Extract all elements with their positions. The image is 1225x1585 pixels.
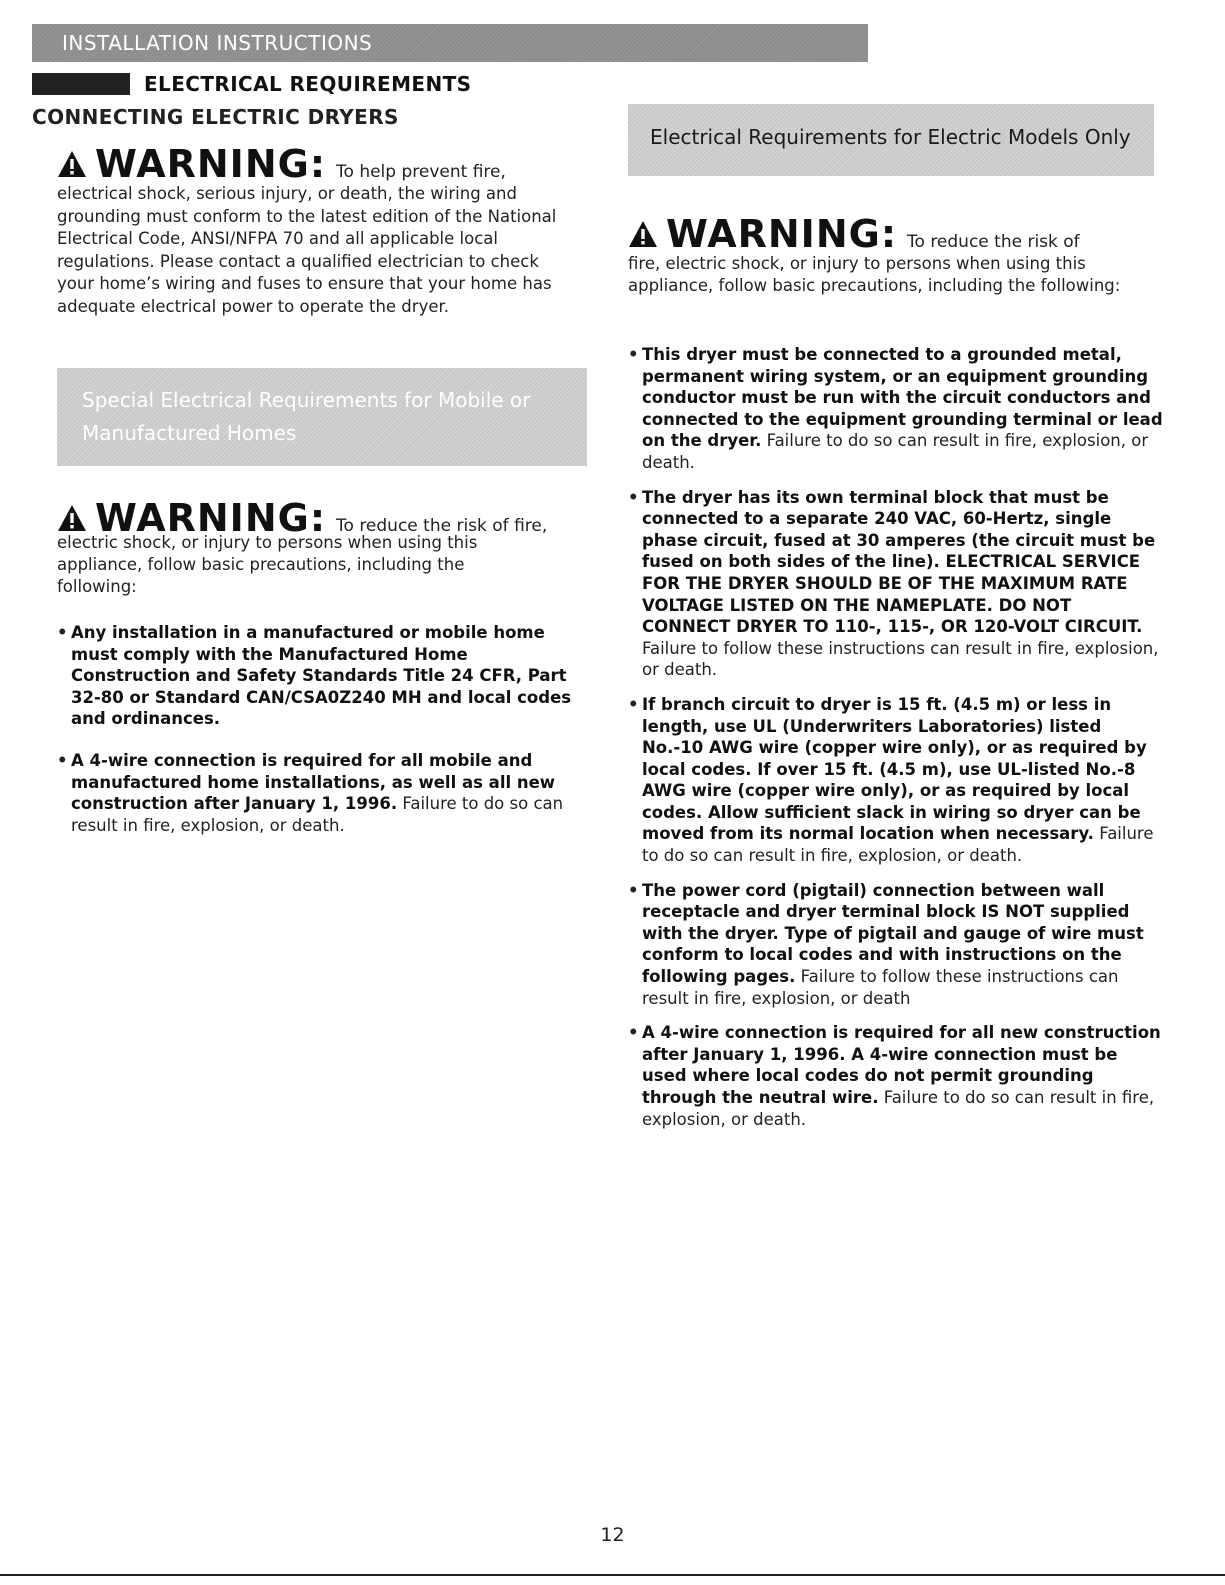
section-title: ELECTRICAL REQUIREMENTS [144, 72, 472, 96]
electric-models-box-title: Electrical Requirements for Electric Models Only [650, 125, 1131, 149]
bullet-dot: • [628, 694, 639, 714]
warning-1-body: electrical shock, serious injury, or death, the wiring and grounding must conform to the latest edition of the National Electrical Code, ANSI/NFPA 70 and all applicable local regulations. Please contact a qualified electrician to check your home’s wiring and fuses to ensure that your home has adequate electrical power to operate the dryer. [57, 184, 557, 316]
warning-2-word: WARNING: [95, 496, 327, 540]
warning-3-word: WARNING: [666, 212, 898, 256]
bullet-text: Failure to do so can result in fire, explosion, or death. [642, 431, 1149, 472]
bullet-bold-text: A 4-wire connection is required for all mobile and manufactured home installations, as well as all new construction after January 1, 1996. [71, 750, 556, 814]
warning-triangle-icon [57, 503, 87, 533]
bottom-rule [0, 1574, 1225, 1576]
list-item [628, 1022, 1163, 1130]
bullet-text: Failure to do so can result in fire, explosion, or death. [642, 1088, 1155, 1129]
bullet-dot: • [57, 623, 68, 642]
header-bar [32, 24, 868, 62]
bullet-bold-text: The dryer has its own terminal block that must be connected to a separate 240 VAC, 60-Hertz, single phase circuit, fused at 30 amperes (the circuit must be fused on both sides of the line). ELECTRICAL SERVICE FOR THE DRYER SHOULD BE OF THE MAXIMUM RATE VOLTAGE LISTED ON THE NAMEPLATE. DO NOT CONNECT DRYER TO 110-, 115-, OR 120-VOLT CIRCUIT. [642, 487, 1156, 637]
warning-2-body: electric shock, or injury to persons when using this appliance, follow basic precautions, including the following: [57, 533, 478, 596]
warning-1-heading [57, 142, 506, 186]
list-item [57, 622, 572, 730]
bullet-dot: • [628, 880, 639, 900]
warning-3-heading [628, 212, 1080, 256]
mobile-homes-box-title: Special Electrical Requirements for Mobile or Manufactured Homes [82, 388, 531, 445]
bullet-text: Failure to follow these instructions can result in fire, explosion, or death [642, 967, 1119, 1008]
section-marker-block [32, 73, 130, 95]
header-title: INSTALLATION INSTRUCTIONS [62, 31, 373, 55]
mobile-homes-box [57, 368, 587, 466]
electric-models-box [628, 104, 1154, 176]
bullet-bold-text: The power cord (pigtail) connection between wall receptacle and dryer terminal block IS NOT supplied with the dryer. Type of pigtail and gauge of wire must conform to local codes and with instructions on the following pages. [642, 880, 1144, 987]
mobile-bullet-list [57, 622, 572, 836]
bullet-dot: • [628, 487, 639, 507]
bullet-dot: • [628, 345, 639, 364]
section-heading [32, 71, 471, 97]
warning-3-body: fire, electric shock, or injury to persons when using this appliance, follow basic precautions, including the following: [628, 254, 1121, 295]
list-item [57, 750, 572, 836]
bullet-text: Failure to do so can result in fire, explosion, or death. [642, 824, 1154, 866]
bullet-text: Failure to do so can result in fire, explosion, or death. [71, 794, 564, 835]
bullet-dot: • [57, 750, 68, 770]
list-item [628, 344, 1163, 474]
warning-2-lead: To reduce the risk of fire, [336, 516, 548, 536]
bullet-bold-text: Any installation in a manufactured or mobile home must comply with the Manufactured Home Construction and Safety Standards Title 24 CFR, Part 32-80 or Standard CAN/CSA0Z240 MH and local codes and ordinances. [71, 623, 572, 729]
section-subtitle: CONNECTING ELECTRIC DRYERS [32, 105, 399, 129]
bullet-text: Failure to follow these instructions can result in fire, explosion, or death. [642, 638, 1159, 680]
bullet-bold-text: If branch circuit to dryer is 15 ft. (4.5 m) or less in length, use UL (Underwriters Laboratories) listed No.-10 AWG wire (copper wire only), or as required by local codes. If over 15 ft. (4.5 m), use UL-listed No.-8 AWG wire (copper wire only), or as required by local codes. Allow sufficient slack in wiring so dryer can be moved from its normal location when necessary. [642, 694, 1147, 844]
warning-triangle-icon [628, 219, 658, 249]
list-item [628, 694, 1163, 867]
bullet-bold-text: This dryer must be connected to a grounded metal, permanent wiring system, or an equipment grounding conductor must be run with the circuit conductors and connected to the equipment grounding terminal or lead on the dryer. [642, 345, 1163, 451]
list-item [628, 487, 1163, 681]
list-item [628, 880, 1163, 1010]
warning-triangle-icon [57, 149, 87, 179]
warning-1-word: WARNING: [95, 142, 327, 186]
warning-3-lead: To reduce the risk of [907, 232, 1080, 252]
bullet-dot: • [628, 1023, 639, 1043]
electric-bullet-list [628, 344, 1163, 1130]
page-number: 12 [600, 1524, 625, 1546]
bullet-bold-text: A 4-wire connection is required for all new construction after January 1, 1996. A 4-wire connection must be used where local codes do not permit grounding through the neutral wire. [642, 1023, 1161, 1107]
warning-1-lead: To help prevent fire, [336, 162, 506, 182]
